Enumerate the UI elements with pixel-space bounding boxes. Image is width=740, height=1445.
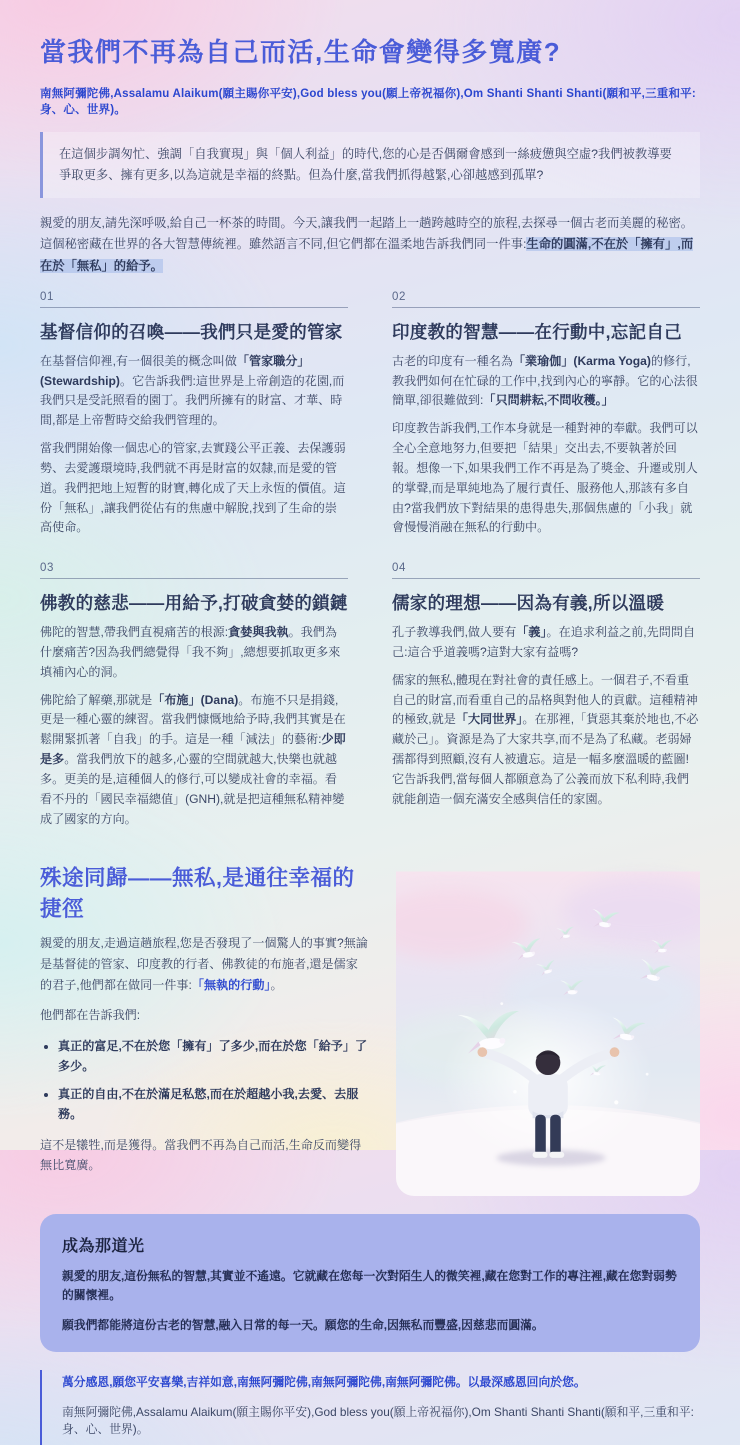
light-box-title: 成為那道光 (62, 1238, 145, 1256)
section-number: 04 (392, 562, 700, 579)
final-blessing-line: 南無阿彌陀佛,Assalamu Alaikum(願主賜你平安),God bless you(願上帝祝福你),Om Shanti Shanti Shanti(願和平,三重和平:身、心、世界)。 (62, 1405, 694, 1437)
section-buddhist (40, 562, 348, 829)
wisdom-sections-grid (40, 291, 700, 830)
page-title: 當我們不再為自己而活,生命會變得多寬廣? (40, 37, 562, 67)
section-number: 02 (392, 291, 700, 308)
section-confucian (392, 562, 700, 829)
section-title: 佛教的慈悲——用給予,打破貪婪的鎖鏈 (40, 593, 348, 614)
section-hindu (392, 291, 700, 538)
bullet-item: • 真正的富足,不在於您「擁有」了多少,而在於您「給予」了多少。 (58, 1036, 368, 1077)
hero-illustration (396, 851, 700, 1196)
section-paragraph: 佛陀的智慧,帶我們直視痛苦的根源:貪婪與我執。我們為什麼痛苦?因為我們總覺得「我不夠」,總想要抓取更多來填補內心的洞。 (40, 625, 341, 679)
section-christian (40, 291, 348, 538)
conclusion-section (40, 849, 700, 1196)
section-paragraph: 佛陀給了解藥,那就是「布施」(Dana)。布施不只是捐錢,更是一種心靈的練習。當我們慷慨地給予時,我們其實是在鬆開緊抓著「自我」的手。這是一種「減法」的藝術:少即是多。當我們放下的越多,心靈的空間就越大,快樂也就越多。更美的是,這種個人的修行,可以變成社會的幸福。看看不丹的「國民幸福總值」(GNH),就是把這種無私精神變成了國家的方向。 (40, 692, 346, 826)
conclusion-closing: 這不是犧牲,而是獲得。當我們不再為自己而活,生命反而變得無比寬廣。 (40, 1137, 362, 1173)
section-title: 基督信仰的召喚——我們只是愛的管家 (40, 321, 343, 342)
gratitude-line: 萬分感恩,願您平安喜樂,吉祥如意,南無阿彌陀佛,南無阿彌陀佛,南無阿彌陀佛。以最深感恩回向於您。 (62, 1375, 586, 1390)
section-number: 01 (40, 291, 348, 308)
bullet-item: • 真正的自由,不在於滿足私慾,而在於超越小我,去愛、去服務。 (58, 1084, 368, 1125)
section-paragraph: 古老的印度有一種名為「業瑜伽」(Karma Yoga)的修行,教我們如何在忙碌的工作中,找到內心的寧靜。它的心法很簡單,卻很難做到:「只問耕耘,不問收穫。」 (392, 353, 698, 408)
section-number: 03 (40, 562, 348, 579)
light-box-paragraph: 願我們都能將這份古老的智慧,融入日常的每一天。願您的生命,因無私而豐盛,因慈悲而圓滿。 (62, 1318, 544, 1333)
section-paragraph: 孔子教導我們,做人要有「義」。在追求利益之前,先問問自己:這合乎道義嗎?這對大家有益嗎? (392, 625, 696, 659)
conclusion-bullet-list (40, 1036, 368, 1125)
conclusion-text-column (40, 849, 368, 1175)
section-paragraph: 儒家的無私,體現在對社會的責任感上。一個君子,不看重自己的財富,而看重自己的品格與對他人的貢獻。這種精神的極致,就是「大同世界」。在那裡,「貨惡其棄於地也,不必藏於己」。資源是為了大家共享,而不是為了私藏。老弱婦孺都得到照顧,沒有人被遺忘。這是一幅多麼溫暖的藍圖!它告訴我們,當每個人都願意為了公義而放下私利時,我們就能創造一個充滿安全感與信任的家園。 (392, 672, 699, 806)
conclusion-paragraph: 親愛的朋友,走過這趟旅程,您是否發現了一個驚人的事實?無論是基督徒的管家、印度教的行者、佛教徒的布施者,還是儒家的君子,他們都在做同一件事:「無執的行動」。 (40, 936, 368, 992)
section-title: 儒家的理想——因為有義,所以溫暖 (392, 593, 665, 614)
open-arms-doves-illustration (396, 851, 700, 1196)
conclusion-title: 殊途同歸——無私,是通往幸福的捷徑 (40, 866, 355, 922)
light-box-paragraph: 親愛的朋友,這份無私的智慧,其實並不遙遠。它就藏在您每一次對陌生人的微笑裡,藏在您對工作的專注裡,藏在您對弱勢的關懷裡。 (62, 1269, 677, 1303)
conclusion-lead: 他們都在告訴我們: (40, 1008, 141, 1023)
section-paragraph: 當我們開始像一個忠心的管家,去實踐公平正義、去保護弱勢、去愛護環境時,我們就不再是財富的奴隸,而是愛的管道。我們把地上短暫的財寶,轉化成了天上永恆的價值。這份「無私」,讓我們從佔有的焦慮中解脫,找到了生命的崇高使命。 (40, 441, 346, 535)
closing-blessing-block (40, 1370, 700, 1445)
section-paragraph: 在基督信仰裡,有一個很美的概念叫做「管家職分」(Stewardship)。它告訴我們:這世界是上帝創造的花園,而我們只是受託照看的園丁。我們所擁有的財富、才華、時間,都是上帝暫時交給我們管理的。 (40, 353, 345, 428)
intro-quote-box: 在這個步調匆忙、強調「自我實現」與「個人利益」的時代,您的心是否偶爾會感到一絲疲憊與空虛?我們被教導要爭取更多、擁有更多,以為這就是幸福的終點。但為什麼,當我們抓得越緊,心卻越感到孤單? (40, 132, 700, 198)
section-paragraph: 印度教告訴我們,工作本身就是一種對神的奉獻。我們可以全心全意地努力,但要把「結果」交出去,不要執著於回報。想像一下,如果我們工作不再是為了獎金、升遷或別人的掌聲,而是單純地為了履行責任、服務他人,那該有多自由?當我們放下對結果的患得患失,那個焦慮的「小我」就會慢慢消融在無私的行動中。 (392, 421, 698, 535)
opening-blessing: 南無阿彌陀佛,Assalamu Alaikum(願主賜你平安),God bless you(願上帝祝福你),Om Shanti Shanti Shanti(願和平,三重和平:身、心、世界)。 (40, 88, 696, 116)
intro-paragraph: 親愛的朋友,請先深呼吸,給自己一杯茶的時間。今天,讓我們一起踏上一趟跨越時空的旅程,去探尋一個古老而美麗的秘密。這個秘密藏在世界的各大智慧傳統裡。雖然語言不同,但它們都在溫柔地告訴我們同一件事:生命的圓滿,不在於「擁有」,而在於「無私」的給予。 (40, 216, 694, 273)
become-the-light-box (40, 1214, 700, 1352)
section-title: 印度教的智慧——在行動中,忘記自己 (392, 321, 682, 342)
